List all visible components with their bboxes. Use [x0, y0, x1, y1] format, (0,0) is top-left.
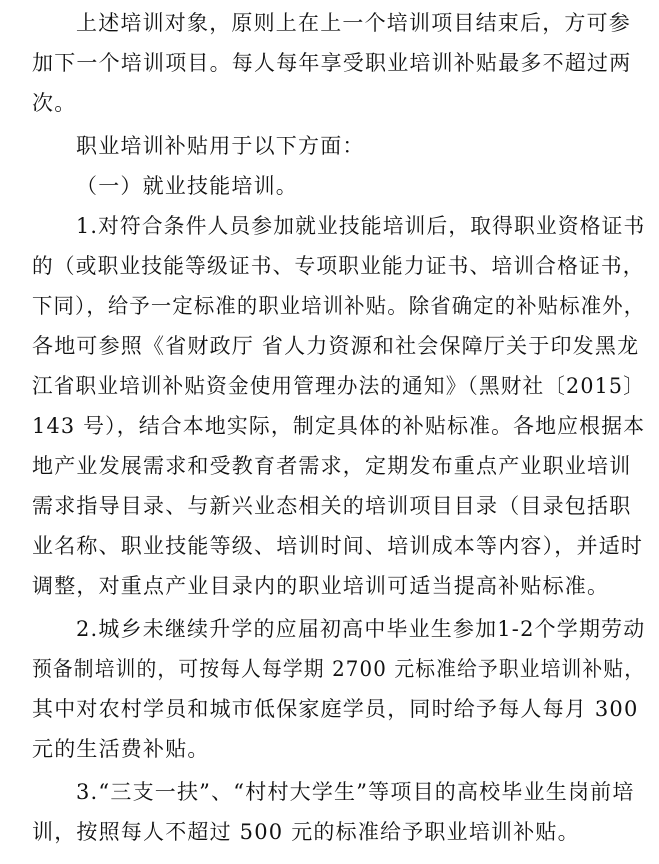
- text-line: 各地可参照《省财政厅 省人力资源和社会保障厅关于印发黑龙: [32, 334, 640, 358]
- text-line: 地产业发展需求和受教育者需求，定期发布重点产业职业培训: [32, 454, 632, 478]
- text-line: 下同），给予一定标准的职业培训补贴。除省确定的补贴标准外，: [32, 294, 646, 318]
- text-line: 1.对符合条件人员参加就业技能培训后，取得职业资格证书: [76, 214, 646, 238]
- text-line: 其中对农村学员和城市低保家庭学员，同时给予每人每月 300: [32, 697, 639, 721]
- text-line: 次。: [32, 91, 77, 115]
- text-line: 加下一个培训项目。每人每年享受职业培训补贴最多不超过两: [32, 51, 632, 75]
- text-line: 职业培训补贴用于以下方面：: [76, 134, 365, 158]
- text-line: 江省职业培训补贴资金使用管理办法的通知》（黑财社〔2015〕: [32, 374, 645, 398]
- text-line: 业名称、职业技能等级、培训时间、培训成本等内容），并适时: [32, 534, 644, 558]
- text-line: 预备制培训的，可按每人每学期 2700 元标准给予职业培训补贴，: [32, 657, 646, 681]
- text-line: 3.“三支一扶”、“村村大学生”等项目的高校毕业生岗前培: [76, 780, 635, 804]
- text-line: 2.城乡未继续升学的应届初高中毕业生参加1-2个学期劳动: [76, 617, 646, 641]
- text-line: （一）就业技能培训。: [76, 174, 298, 198]
- text-line: 元的生活费补贴。: [32, 737, 210, 761]
- text-line: 上述培训对象，原则上在上一个培训项目结束后，方可参: [76, 11, 631, 35]
- text-line: 调整，对重点产业目录内的职业培训可适当提高补贴标准。: [32, 574, 610, 598]
- text-line: 需求指导目录、与新兴业态相关的培训项目目录（目录包括职: [32, 494, 632, 518]
- text-line: 的（或职业技能等级证书、专项职业能力证书、培训合格证书，: [32, 254, 645, 278]
- text-line: 训，按照每人不超过 500 元的标准给予职业培训补贴。: [32, 820, 580, 844]
- text-line: 143 号），结合本地实际，制定具体的补贴标准。各地应根据本: [32, 414, 646, 438]
